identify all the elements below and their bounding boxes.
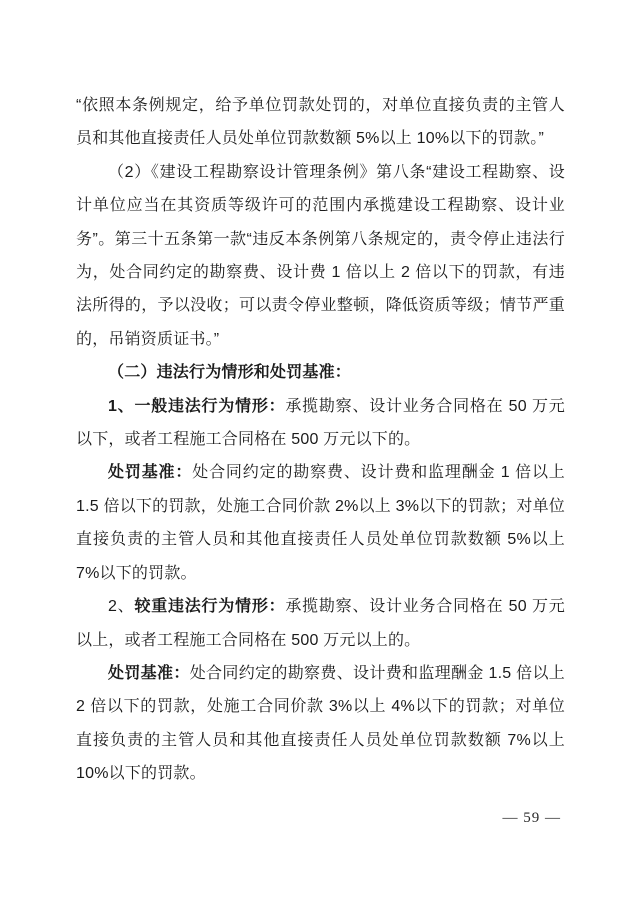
paragraph-body: 处合同约定的勘察费、设计费和监理酬金 1 倍以上 1.5 倍以下的罚款，处施工合同价款 2%以上 3%以下的罚款；对单位直接负责的主管人员和其他直接责任人员处单位罚款数额 5%以上 7%以下的罚款。 [76, 464, 565, 582]
paragraph-body: 承揽勘察、设计业务合同格在 50 万元以下，或者工程施工合同格在 500 万元以下的。 [76, 397, 565, 449]
paragraph-text: （2）《建设工程勘察设计管理条例》第八条“建设工程勘察、设计单位应当在其资质等级许可的范围内承揽建设工程勘察、设计业务”。第三十五条第一款“违反本条例第八条规定的，责令停止违法行为，处合同约定的勘察费、设计费 1 倍以上 2 倍以下的罚款，有违法所得的，予以没收；可以责令停业整顿，降低资质等级；情节严重的，吊销资质证书。” [76, 163, 565, 348]
document-body [76, 89, 565, 791]
page-number: — 59 — [502, 810, 561, 826]
paragraph-lead: 较重违法行为情形： [134, 598, 286, 616]
paragraph-regulation-article [76, 156, 565, 356]
paragraph-serious-violation [76, 590, 565, 657]
paragraph-lead: 1、一般违法行为情形： [108, 397, 286, 415]
paragraph-prefix: 2、 [108, 598, 135, 616]
paragraph-body: 处合同约定的勘察费、设计费和监理酬金 1.5 倍以上 2 倍以下的罚款，处施工合同价款 3%以上 4%以下的罚款；对单位直接负责的主管人员和其他直接责任人员处单位罚款数额 7%以上 10%以下的罚款。 [76, 664, 565, 783]
paragraph-text: “依照本条例规定，给予单位罚款处罚的，对单位直接负责的主管人员和其他直接责任人员处单位罚款数额 5%以上 10%以下的罚款。” [76, 97, 565, 148]
section-heading-text: （二）违法行为情形和处罚基准： [108, 364, 352, 382]
paragraph-lead: 处罚基准： [108, 464, 193, 482]
paragraph-lead: 处罚基准： [108, 664, 190, 682]
paragraph-general-violation [76, 390, 565, 457]
section-heading-violation-and-penalty [76, 356, 565, 389]
paragraph-body: 承揽勘察、设计业务合同格在 50 万元以上，或者工程施工合同格在 500 万元以上的。 [76, 598, 565, 649]
paragraph-penalty-basis-serious [76, 657, 565, 791]
paragraph-quote-continuation [76, 89, 565, 156]
paragraph-penalty-basis-general [76, 456, 565, 590]
